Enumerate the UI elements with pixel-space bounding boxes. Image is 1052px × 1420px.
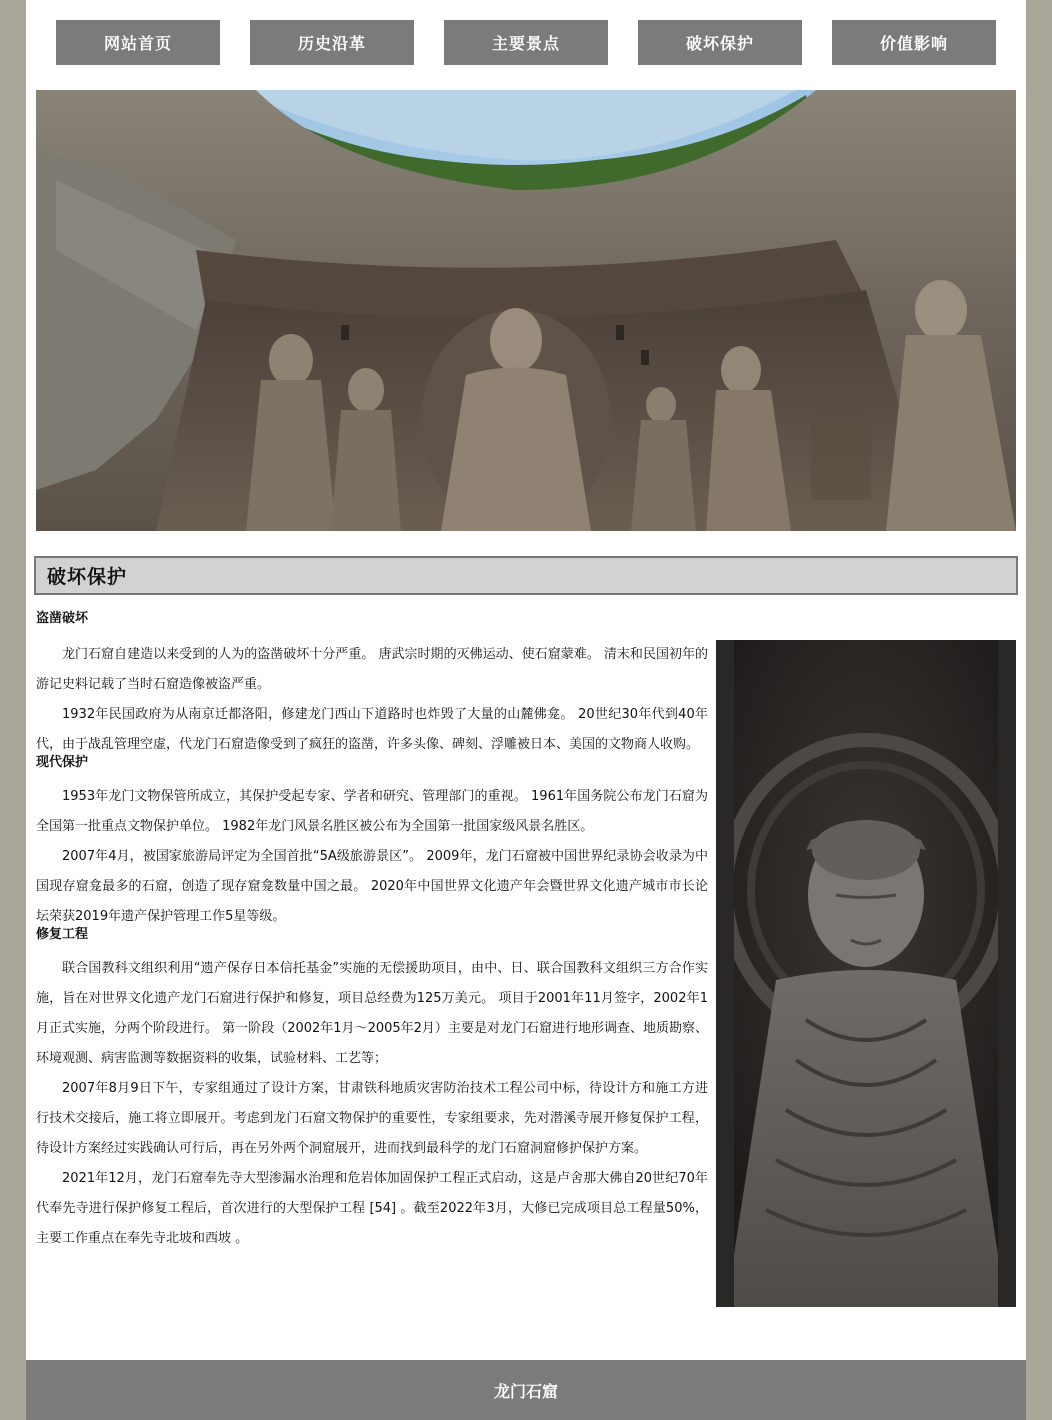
subheading-modern-protection: 现代保护 <box>36 755 89 770</box>
paragraph: 1953年龙门文物保管所成立，其保护受起专家、学者和研究、管理部门的重视。 1961年国务院公布龙门石窟为全国第一批重点文物保护单位。 1982年龙门风景名胜区被公布为全国第一批国家级风景名胜区。 <box>36 789 708 834</box>
nav-damage-protection[interactable]: 破坏保护 <box>638 20 802 65</box>
footer <box>26 1360 1026 1420</box>
nav-history[interactable]: 历史沿革 <box>250 20 414 65</box>
top-nav <box>26 0 1026 90</box>
nav-attractions[interactable]: 主要景点 <box>444 20 608 65</box>
page-container <box>26 0 1026 1420</box>
paragraph: 1932年民国政府为从南京迁都洛阳，修建龙门西山下道路时也炸毁了大量的山麓佛龛。 20世纪30年代到40年代，由于战乱管理空虚，代龙门石窟造像受到了疯狂的盗凿，许多头像、碑刻、浮雕被日本、美国的文物商人收购。 <box>36 707 708 752</box>
nav-home[interactable]: 网站首页 <box>56 20 220 65</box>
subheading-restoration: 修复工程 <box>36 927 89 942</box>
paragraph: 龙门石窟自建造以来受到的人为的盗凿破坏十分严重。 唐武宗时期的灭佛运动、使石窟蒙难。 清末和民国初年的游记史料记载了当时石窟造像被盗严重。 <box>36 647 708 692</box>
footer-text: 龙门石窟 <box>493 1381 558 1401</box>
subheading-theft: 盗凿破坏 <box>36 611 89 626</box>
section-title: 破坏保护 <box>47 566 128 588</box>
section-header <box>34 556 1018 595</box>
nav-value[interactable]: 价值影响 <box>832 20 996 65</box>
paragraph: 2007年8月9日下午，专家组通过了设计方案，甘肃铁科地质灾害防治技术工程公司中标，待设计方和施工方进行技术交接后，施工将立即展开。考虑到龙门石窟文物保护的重要性，专家组要求，先对潜溪寺展开修复保护工程，待设计方案经过实践确认可行后，再在另外两个洞窟展开，进而找到最科学的龙门石窟洞窟修护保护方案。 <box>36 1081 708 1156</box>
paragraph: 2021年12月，龙门石窟奉先寺大型渗漏水治理和危岩体加固保护工程正式启动，这是卢舍那大佛自20世纪70年代奉先寺进行保护修复工程后，首次进行的大型保护工程 [54] 。截至2022年3月，大修已完成项目总工程量50%，主要工作重点在奉先寺北坡和西坡 。 <box>36 1171 708 1246</box>
article-content <box>36 604 708 1254</box>
banner-photo <box>36 90 1016 531</box>
buddha-photo <box>716 640 1016 1307</box>
paragraph: 联合国教科文组织利用“遗产保存日本信托基金”实施的无偿援助项目，由中、日、联合国教科文组织三方合作实施，旨在对世界文化遗产龙门石窟进行保护和修复，项目总经费为125万美元。 项目于2001年11月签字，2002年1月正式实施，分两个阶段进行。 第一阶段（2002年1月～2005年2月）主要是对龙门石窟进行地形调查、地质勘察、环境观测、病害监测等数据资料的收集，试验材料、工艺等； <box>36 961 708 1066</box>
paragraph: 2007年4月，被国家旅游局评定为全国首批“5A级旅游景区”。 2009年，龙门石窟被中国世界纪录协会收录为中国现存窟龛最多的石窟，创造了现存窟龛数量中国之最。 2020年中国世界文化遗产年会暨世界文化遗产城市市长论坛荣获2019年遗产保护管理工作5星等级。 <box>36 849 708 924</box>
